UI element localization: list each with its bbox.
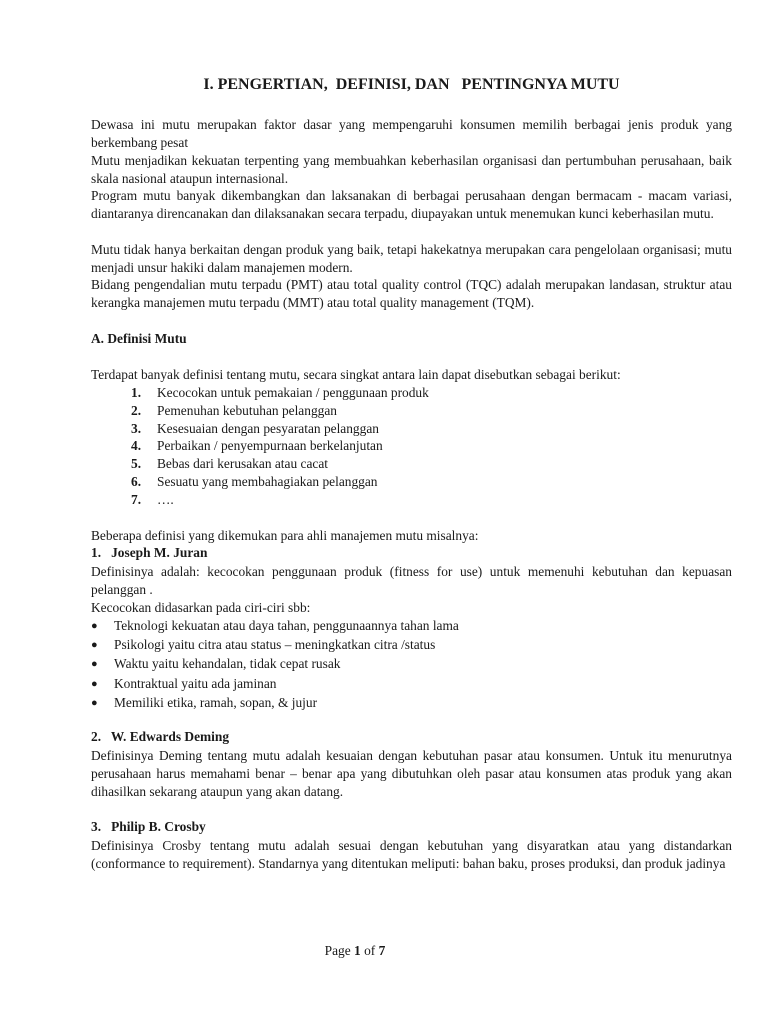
list-item (131, 384, 429, 402)
list-number: 5. (131, 456, 142, 472)
list-item-text: Kecocokan untuk pemakaian / penggunaan produk (157, 385, 429, 400)
list-number: 2. (131, 402, 142, 418)
list-number: 6. (131, 473, 142, 489)
page-footer (0, 943, 710, 959)
intro-paragraph-5: Bidang pengendalian mutu terpadu (PMT) atau total quality control (TQC) adalah merupakan landasan, struktur atau kerangka manajemen mutu terpadu (MMT) atau total quality management (TQM). (91, 277, 732, 310)
list-item (131, 402, 429, 420)
bullet-icon: ● (91, 677, 98, 690)
bullet-text: Memiliki etika, ramah, sopan, & jujur (114, 694, 318, 710)
crosby-heading: 3. Philip B. Crosby (91, 819, 206, 834)
juran-criteria-list (91, 616, 459, 712)
bullet-text: Psikologi yaitu citra atau status – meningkatkan citra /status (114, 637, 436, 653)
list-item (131, 491, 429, 509)
juran-heading: 1. Joseph M. Juran (91, 545, 208, 560)
bullet-item (91, 635, 459, 654)
juran-definition: Definisinya adalah: kecocokan penggunaan produk (fitness for use) untuk memenuhi kebutuhan dan kepuasan pelanggan . (91, 564, 732, 597)
total-pages: 7 (378, 943, 386, 958)
list-item-text: Pemenuhan kebutuhan pelanggan (157, 402, 337, 418)
list-item-text: Sesuatu yang membahagiakan pelanggan (157, 473, 378, 489)
list-item-text: …. (157, 491, 174, 507)
list-item (131, 420, 429, 438)
bullet-item (91, 654, 459, 673)
definition-list (131, 384, 429, 509)
section-a-heading: A. Definisi Mutu (91, 331, 187, 346)
bullet-item (91, 693, 459, 712)
bullet-item (91, 616, 459, 635)
intro-paragraph-3: Program mutu banyak dikembangkan dan laksanakan di berbagai perusahaan dengan bermacam - macam variasi, diantaranya direncanakan dan dilaksanakan secara terpadu, diupayakan untuk menemukan kunci keberhasilan mutu. (91, 188, 732, 221)
list-item (131, 437, 429, 455)
bullet-text: Waktu yaitu kehandalan, tidak cepat rusak (114, 656, 341, 672)
bullet-icon: ● (91, 696, 98, 709)
list-item-text: Kesesuaian dengan pesyaratan pelanggan (157, 420, 379, 436)
page-title: I. PENGERTIAN, DEFINISI, DAN PENTINGNYA MUTU (203, 76, 620, 93)
list-number: 3. (131, 420, 142, 436)
deming-heading: 2. W. Edwards Deming (91, 729, 230, 744)
list-number: 7. (131, 491, 142, 507)
page-number: 1 (354, 943, 361, 958)
intro-paragraph-2: Mutu menjadikan kekuatan terpenting yang membuahkan keberhasilan organisasi dan pertumbuhan perusahaan, baik skala nasional ataupun internasional. (91, 153, 732, 186)
list-item (131, 473, 429, 491)
intro-paragraph-4: Mutu tidak hanya berkaitan dengan produk yang baik, tetapi hakekatnya merupakan cara pengelolaan organisasi; mutu menjadi unsur hakiki dalam manajemen modern. (91, 242, 732, 275)
bullet-icon: ● (91, 639, 98, 652)
list-item-text: Perbaikan / penyempurnaan berkelanjutan (157, 438, 383, 454)
experts-lead: Beberapa definisi yang dikemukan para ahli manajemen mutu misalnya: (91, 528, 479, 543)
list-item (131, 455, 429, 473)
crosby-definition: Definisinya Crosby tentang mutu adalah sesuai dengan kebutuhan yang disyaratkan atau yang distandarkan (conformance to requirement). Standarnya yang ditentukan meliputi: bahan baku, proses produksi, dan produk jadinya (91, 838, 732, 871)
section-a-lead: Terdapat banyak definisi tentang mutu, secara singkat antara lain dapat disebutkan sebagai berikut: (91, 367, 621, 382)
of-word: of (364, 943, 376, 958)
list-number: 1. (131, 385, 142, 400)
bullet-icon: ● (91, 620, 98, 632)
bullet-icon: ● (91, 658, 98, 671)
juran-criteria-lead: Kecocokan didasarkan pada ciri-ciri sbb: (91, 600, 311, 615)
list-item-text: Bebas dari kerusakan atau cacat (157, 456, 329, 472)
bullet-item (91, 674, 459, 693)
list-number: 4. (131, 438, 142, 454)
deming-definition: Definisinya Deming tentang mutu adalah kesuaian dengan kebutuhan pasar atau konsumen. Untuk itu menurutnya perusahaan harus memahami benar – benar apa yang dibutuhkan oleh pasar atau konsumen atas produk yang akan dihasilkan sekarang ataupun yang akan datang. (91, 748, 732, 799)
bullet-text: Kontraktual yaitu ada jaminan (114, 675, 277, 691)
intro-paragraph-1: Dewasa ini mutu merupakan faktor dasar yang mempengaruhi konsumen memilih berbagai jenis produk yang berkembang pesat (91, 117, 732, 150)
bullet-text: Teknologi kekuatan atau daya tahan, penggunaannya tahan lama (114, 618, 459, 633)
page-word: Page (324, 943, 351, 958)
